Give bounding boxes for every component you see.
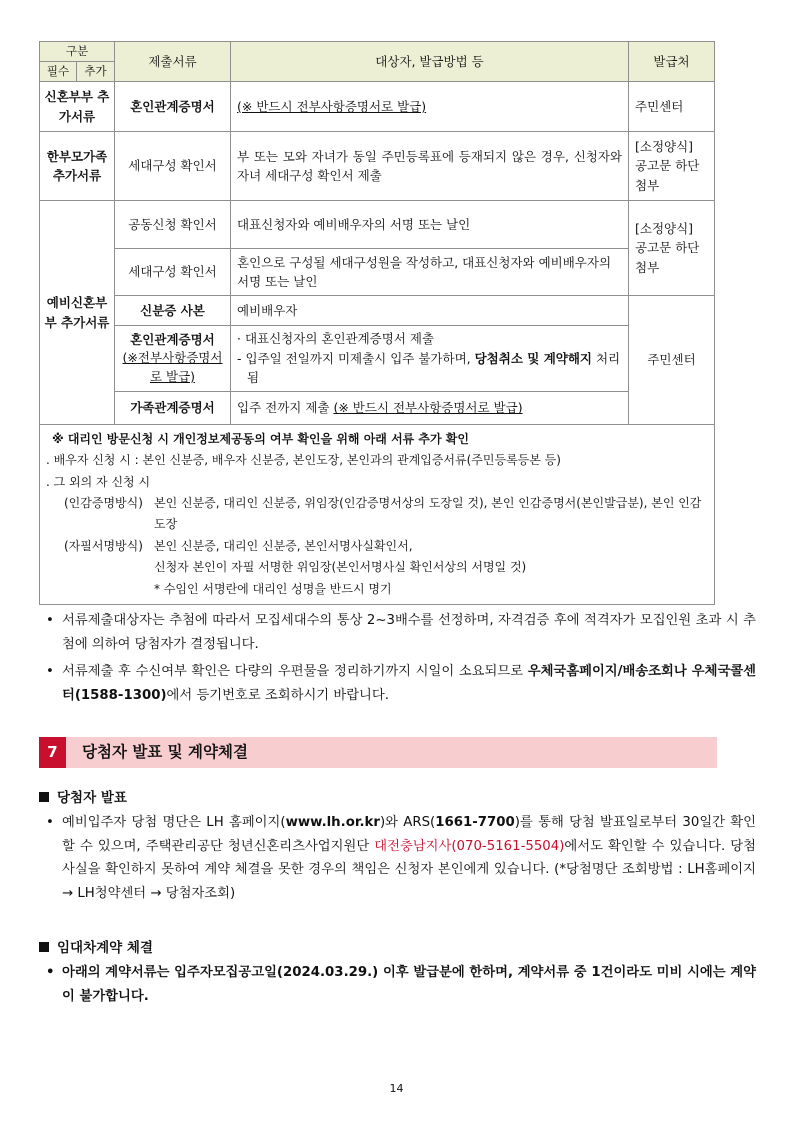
branch-contact-text: 대전충남지사(070-5161-5504)	[374, 838, 565, 854]
doc-name: 혼인관계증명서	[130, 332, 215, 348]
square-bullet-icon	[39, 942, 49, 952]
table-header-row	[40, 42, 715, 62]
heading-text: 당첨자 발표	[57, 790, 127, 806]
list-item: • 아래의 계약서류는 입주자모집공고일(2024.03.29.) 이후 발급분에 한하며, 계약서류 중 1건이라도 미비 시에는 계약이 불가합니다.	[46, 965, 756, 1004]
target-line: · 대표신청자의 혼인관계증명서 제출	[237, 331, 435, 347]
winner-heading	[39, 786, 127, 806]
doc-note: (※전부사항증명서로 발급)	[122, 350, 223, 384]
table-row	[40, 132, 715, 201]
doc-family-relation: 가족관계증명서	[115, 392, 231, 425]
header-additional: 추가	[77, 62, 115, 82]
note-text: 본인 신분증, 대리인 신분증, 본인서명사실확인서,	[154, 538, 413, 553]
list-item: • 서류제출 후 수신여부 확인은 다량의 우편물을 정리하기까지 시일이 소요되므로 우체국홈페이지/배송조회나 우체국콜센터(1588-1300)에서 등기번호로 조회하시기 바랍니다.	[46, 664, 756, 703]
bullet-text: )를 통해 당첨 발표일로부터 30일간 확인할 수 있으며, 주택관리공단 청년신혼리츠사업지원단	[62, 815, 756, 854]
target-cell: 대표신청자와 예비배우자의 서명 또는 날인	[231, 201, 629, 249]
note-line: . 그 외의 자 신청 시	[46, 474, 151, 489]
winner-notes	[44, 811, 756, 906]
target-note: (※ 반드시 전부사항증명서로 발급)	[333, 400, 523, 416]
target-text: 처리됨	[247, 350, 621, 386]
post-office-link-text: 우체국홈페이지/배송조회나 우체국콜센터(1588-1300)	[62, 664, 756, 703]
section-number: 7	[39, 737, 66, 768]
target-cell: 부 또는 모와 자녀가 동일 주민등록표에 등재되지 않은 경우, 신청자와 자녀 세대구성 확인서 제출	[231, 132, 629, 201]
issuer-cell: [소정양식] 공고문 하단 첨부	[629, 201, 715, 296]
bullet-text: 서류제출대상자는 추첨에 따라서 모집세대수의 통상 2~3배수를 선정하며, 자격검증 후에 적격자가 모집인원 초과 시 추첨에 의하여 당첨자가 결정됩니다.	[62, 613, 756, 652]
page-number: 14	[389, 1082, 404, 1095]
doc-joint-application: 공동신청 확인서	[115, 201, 231, 249]
doc-id-copy: 신분증 사본	[115, 296, 231, 326]
doc-marriage-certificate: 혼인관계증명서	[115, 82, 231, 132]
required-documents-table	[39, 41, 715, 605]
doc-household-confirmation: 세대구성 확인서	[115, 249, 231, 296]
note-item	[46, 536, 708, 557]
target-text: 입주 전까지 제출	[237, 400, 334, 416]
list-item: • 서류제출대상자는 추첨에 따라서 모집세대수의 통상 2~3배수를 선정하며, 자격검증 후에 적격자가 모집인원 초과 시 추첨에 의하여 당첨자가 결정됩니다.	[46, 613, 756, 652]
ars-number-text: 1661-7700	[435, 815, 515, 830]
heading-text: 임대차계약 체결	[57, 940, 153, 956]
contract-notes	[44, 961, 756, 1008]
note-line: . 배우자 신청 시 : 본인 신분증, 배우자 신분증, 본인도장, 본인과의 관계입증서류(주민등록등본 등)	[46, 453, 561, 468]
target-text: - 입주일 전일까지 미제출시 입주 불가하며,	[237, 350, 475, 366]
lh-website-text: www.lh.or.kr	[285, 815, 380, 830]
target-cell	[231, 392, 629, 425]
target-cell	[231, 326, 629, 392]
target-cell: (※ 반드시 전부사항증명서로 발급)	[231, 82, 629, 132]
target-cell: 혼인으로 구성될 세대구성원을 작성하고, 대표신청자와 예비배우자의 서명 또는 날인	[231, 249, 629, 296]
note-label: (자필서명방식)	[64, 538, 143, 553]
target-cell: 예비배우자	[231, 296, 629, 326]
section-title: 당첨자 발표 및 계약체결	[82, 743, 248, 761]
note-line: 신청자 본인이 자필 서명한 위임장(본인서명사실 확인서상의 서명일 것)	[154, 560, 527, 575]
table-row	[40, 392, 715, 425]
table-row	[40, 326, 715, 392]
contract-heading	[39, 936, 153, 956]
table-row	[40, 249, 715, 296]
doc-marriage-certificate	[115, 326, 231, 392]
table-row	[40, 425, 715, 605]
submission-notes	[44, 609, 756, 708]
bullet-text: 아래의 계약서류는 입주자모집공고일(2024.03.29.) 이후 발급분에 한하며, 계약서류 중 1건이라도 미비 시에는 계약이 불가합니다.	[62, 965, 756, 1004]
bullet-text: )와 ARS(	[379, 815, 436, 830]
note-label: (인감증명방식)	[64, 496, 143, 511]
target-emphasis: 당첨취소 및 계약해지	[474, 350, 592, 366]
bullet-text: 에서도 확인할 수 있습니다. 당첨 사실을 확인하지 못하여 계약 체결을 못한 경우의 책임은 신청자 본인에게 있습니다. (*당첨명단 조회방법 : LH홈페이지 → LH청약센터 → 당첨자조회)	[62, 838, 756, 901]
header-required: 필수	[40, 62, 77, 82]
header-documents: 제출서류	[115, 42, 231, 82]
square-bullet-icon	[39, 792, 49, 802]
target-line	[237, 349, 622, 388]
bullet-text: 예비입주자 당첨 명단은 LH 홈페이지(	[62, 815, 286, 830]
issuer-cell: 주민센터	[629, 82, 715, 132]
note-title: ※ 대리인 방문신청 시 개인정보제공동의 여부 확인을 위해 아래 서류 추가 확인	[52, 432, 469, 446]
bullet-text: 서류제출 후 수신여부 확인은 다량의 우편물을 정리하기까지 시일이 소요되므로	[62, 664, 528, 680]
list-item: • 예비입주자 당첨 명단은 LH 홈페이지(www.lh.or.kr)와 ARS(1661-7700)를 통해 당첨 발표일로부터 30일간 확인할 수 있으며, 주택관리공단 청년신혼리츠사업지원단 대전충남지사(070-5161-5504)에서도 확인할 수 있습니다. 당첨 사실을 확인하지 못하여 계약 체결을 못한 경우의 책임은 신청자 본인에게 있습니다. (*당첨명단 조회방법 : LH홈페이지 → LH청약센터 → 당첨자조회)	[46, 815, 756, 901]
note-line: * 수임인 서명란에 대리인 성명을 반드시 명기	[154, 581, 392, 596]
table-row	[40, 201, 715, 249]
issuer-cell: 주민센터	[629, 296, 715, 425]
bullet-text: 에서 등기번호로 조회하시기 바랍니다.	[166, 687, 389, 703]
issuer-cell: [소정양식] 공고문 하단 첨부	[629, 132, 715, 201]
note-item	[46, 493, 708, 536]
header-group: 구분	[40, 42, 115, 62]
header-target: 대상자, 발급방법 등	[231, 42, 629, 82]
note-text: 본인 신분증, 대리인 신분증, 위임장(인감증명서상의 도장일 것), 본인 인감증명서(본인발급분), 본인 인감도장	[154, 496, 702, 532]
table-row	[40, 296, 715, 326]
proxy-application-note	[40, 425, 715, 605]
category-single-parent: 한부모가족 추가서류	[40, 132, 115, 201]
header-issuer: 발급처	[629, 42, 715, 82]
table-row	[40, 82, 715, 132]
doc-household-confirmation: 세대구성 확인서	[115, 132, 231, 201]
category-newlywed: 신혼부부 추가서류	[40, 82, 115, 132]
category-pre-newlywed: 예비신혼부부 추가서류	[40, 201, 115, 425]
